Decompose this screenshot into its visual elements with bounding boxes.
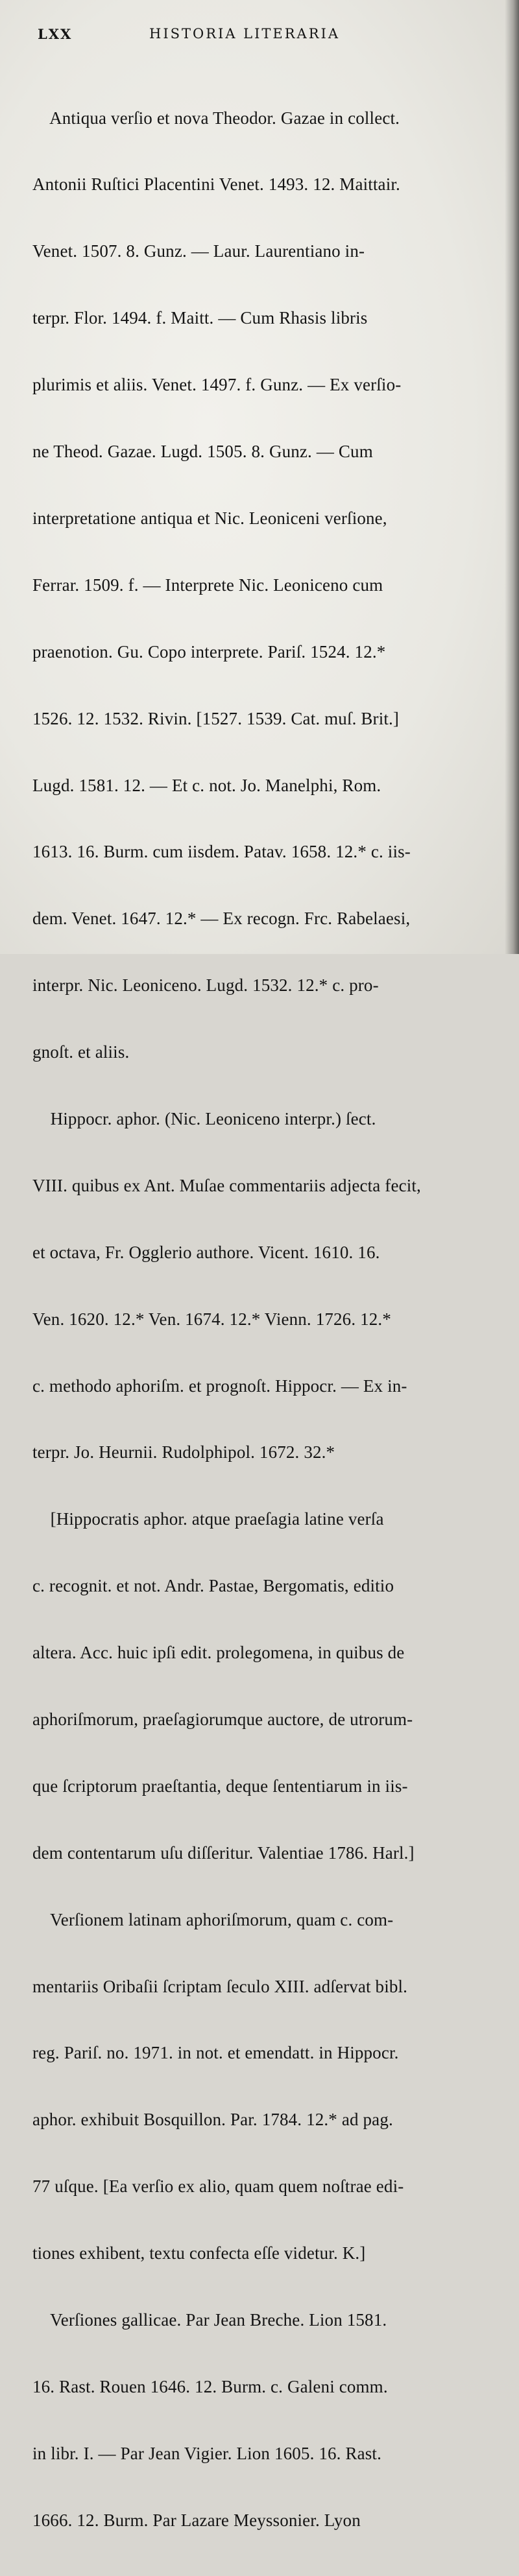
text-line: Venet. 1507. 8. Gunz. — Laur. Laurentiano in- <box>32 241 365 261</box>
text-line: Verſiones gallicae. Par Jean Breche. Lion 1581. <box>32 2309 387 2330</box>
text-line: 1666. 12. Burm. Par Lazare Meyssonier. Lyon <box>32 2510 361 2530</box>
text-line: c. recognit. et not. Andr. Pastae, Bergomatis, editio <box>32 1576 394 1596</box>
page-shadow-edge <box>505 0 519 954</box>
text-line: dem contentarum uſu diſſeritur. Valentiae 1786. Harl.] <box>32 1843 415 1863</box>
text-line: praenotion. Gu. Copo interprete. Pariſ. 1524. 12.* <box>32 641 386 662</box>
text-line: Lugd. 1581. 12. — Et c. not. Jo. Manelphi, Rom. <box>32 775 381 795</box>
text-line: tiones exhibent, textu confecta eſſe videtur. K.] <box>32 2243 366 2263</box>
text-line: 16. Rast. Rouen 1646. 12. Burm. c. Galeni comm. <box>32 2376 388 2396</box>
text-line: VIII. quibus ex Ant. Muſae commentariis adjecta fecit, <box>32 1175 421 1195</box>
text-line: dem. Venet. 1647. 12.* — Ex recogn. Frc. Rabelaesi, <box>32 909 411 929</box>
text-line: 77 uſque. [Ea verſio ex alio, quam quem noſtrae edi- <box>32 2176 404 2197</box>
page-number: LXX <box>38 26 73 42</box>
text-line: Ferrar. 1509. f. — Interprete Nic. Leoniceno cum <box>32 575 383 595</box>
text-line: Verſionem latinam aphoriſmorum, quam c. com- <box>32 1909 394 1929</box>
text-line: aphoriſmorum, praeſagiorumque auctore, de utrorum- <box>32 1709 413 1729</box>
text-line: et octava, Fr. Oggleri​o authore. Vicent. 1610. 16. <box>32 1242 380 1262</box>
text-line: aphor. exhibuit Bosquillon. Par. 1784. 12.* ad pag. <box>32 2110 393 2130</box>
text-line: terpr. Flor. 1494. f. Maitt. — Cum Rhasis libris <box>32 308 368 328</box>
text-line: que ſcriptorum praeſtantia, deque ſententiarum in iis- <box>32 1776 408 1796</box>
text-line: [Hippocratis aphor. atque praeſagia latine verſa <box>32 1509 384 1529</box>
text-line: ne Theod. Gazae. Lugd. 1505. 8. Gunz. — Cum <box>32 442 373 462</box>
text-line: gnoſt. et aliis. <box>32 1042 130 1062</box>
text-line: Antiqua verſio et nova Theodor. Gazae in collect. <box>32 108 400 128</box>
page-text <box>32 62 494 2576</box>
running-title: HISTORIA LITERARIA <box>149 26 340 42</box>
text-line: 1613. 16. Burm. cum iisdem. Patav. 1658. 12.* c. iis- <box>32 842 411 862</box>
text-line: c. methodo aphoriſm. et prognoſt. Hippocr. — Ex in- <box>32 1376 407 1396</box>
text-line: Antonii Ruſtici Placentini Venet. 1493. 12. Maittair. <box>32 174 400 195</box>
text-line: altera. Acc. huic ipſi edit. prolegomena, in quibus de <box>32 1643 405 1663</box>
text-line: interpretatione antiqua et Nic. Leoniceni verſione, <box>32 508 387 528</box>
page-header <box>38 26 492 49</box>
text-line: Ven. 1620. 12.* Ven. 1674. 12.* Vienn. 1726. 12.* <box>32 1309 391 1329</box>
text-line: 1526. 12. 1532. Rivin. [1527. 1539. Cat. muſ. Brit.] <box>32 708 400 728</box>
text-line: terpr. Jo. Heurnii. Rudolphipol. 1672. 32.* <box>32 1442 335 1462</box>
text-line: reg. Pariſ. no. 1971. in not. et emendatt. in Hippocr. <box>32 2043 399 2063</box>
text-line: mentariis Oribaſii ſcriptam ſeculo XIII. adſervat bibl. <box>32 1976 408 1996</box>
text-line: in libr. I. — Par Jean Vigier. Lion 1605. 16. Rast. <box>32 2443 381 2463</box>
text-line: plurimis et aliis. Venet. 1497. f. Gunz. — Ex verſio- <box>32 375 402 395</box>
text-line: interpr. Nic. Leoniceno. Lugd. 1532. 12.* c. pro- <box>32 975 379 996</box>
text-line: Hippocr. aphor. (Nic. Leoniceno interpr.) ſect. <box>32 1108 376 1128</box>
